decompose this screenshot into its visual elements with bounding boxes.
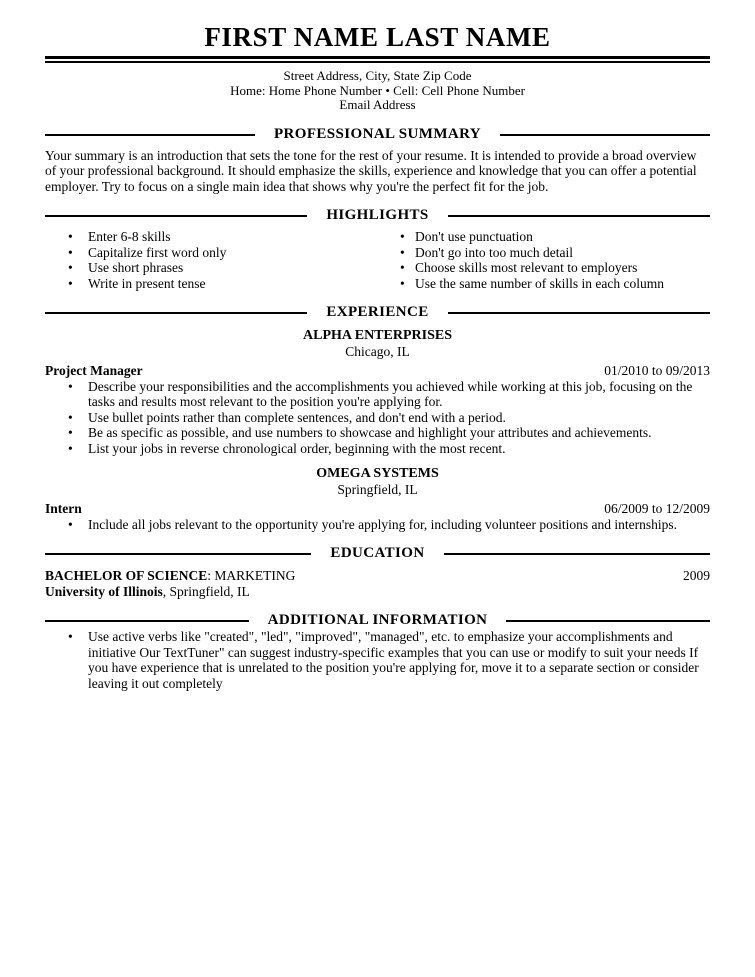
highlight-item: [68, 229, 400, 245]
highlight-text: Use short phrases: [88, 260, 184, 276]
highlight-item: [400, 229, 710, 245]
bullet-icon: •: [68, 409, 73, 425]
job-entry: [45, 328, 710, 456]
highlight-item: [68, 260, 400, 276]
job-location: Chicago, IL: [345, 343, 410, 359]
bullet-icon: •: [400, 260, 405, 276]
heading-rule-right: [506, 620, 710, 622]
section-title-education: EDUCATION: [330, 545, 425, 562]
job-bullet-list: [45, 379, 710, 457]
school-location: , Springfield, IL: [162, 583, 250, 599]
highlight-item: [68, 276, 400, 292]
highlights-right-list: [400, 229, 710, 291]
heading-rule-right: [444, 553, 710, 555]
highlights-left-list: [45, 229, 400, 291]
contact-address: Street Address, City, State Zip Code: [283, 68, 472, 83]
contact-block: [45, 69, 710, 113]
section-heading-experience: [45, 304, 710, 321]
highlight-text: Use the same number of skills in each column: [415, 275, 664, 291]
job-bullet: [68, 441, 710, 457]
job-company: OMEGA SYSTEMS: [316, 466, 439, 482]
highlight-text: Don't go into too much detail: [415, 244, 574, 260]
bullet-icon: •: [400, 244, 405, 260]
section-heading-additional-information: [45, 612, 710, 629]
highlight-item: [400, 245, 710, 261]
job-bullet-text: Use bullet points rather than complete sentences, and don't end with a period.: [88, 409, 506, 425]
education-year: 2009: [683, 568, 710, 584]
highlight-item: [68, 245, 400, 261]
degree-major: : MARKETING: [207, 568, 296, 584]
section-heading-professional-summary: [45, 126, 710, 143]
section-title-experience: EXPERIENCE: [326, 304, 429, 321]
job-bullet-text: List your jobs in reverse chronological order, beginning with the most recent.: [88, 440, 506, 456]
section-title-professional-summary: PROFESSIONAL SUMMARY: [273, 125, 482, 142]
section-title-highlights: HIGHLIGHTS: [326, 207, 429, 224]
heading-rule-left: [45, 620, 249, 622]
heading-rule-left: [45, 312, 307, 314]
job-bullet-text: Describe your responsibilities and the accomplishments you achieved while working at this job, focusing on the tasks and results most relevant to the position you're applying for.: [88, 378, 693, 410]
bullet-icon: •: [68, 440, 73, 456]
highlight-text: Capitalize first word only: [88, 244, 227, 260]
section-title-additional-information: ADDITIONAL INFORMATION: [267, 612, 488, 629]
heading-rule-left: [45, 134, 255, 136]
heading-rule-left: [45, 215, 307, 217]
highlight-item: [400, 276, 710, 292]
job-bullet-list: [45, 517, 710, 533]
job-bullet: [68, 425, 710, 441]
bullet-icon: •: [400, 229, 405, 245]
bullet-icon: •: [68, 244, 73, 260]
job-dates: 06/2009 to 12/2009: [604, 501, 710, 517]
additional-bullet: [68, 629, 710, 691]
job-dates: 01/2010 to 09/2013: [604, 363, 710, 379]
heading-rule-right: [448, 312, 710, 314]
education-degree-row: [45, 568, 710, 584]
section-heading-education: [45, 545, 710, 562]
job-location: Springfield, IL: [337, 481, 418, 497]
summary-paragraph: Your summary is an introduction that sets the tone for the rest of your resume. It is intended to provide a broad overview of your professional background. It should emphasize the skills, experience and knowledge that you can offer a potential employer. Try to focus on a single main idea that shows why you're the perfect fit for the job.: [45, 147, 697, 194]
bullet-icon: •: [68, 275, 73, 291]
heading-rule-left: [45, 553, 311, 555]
highlight-text: Enter 6-8 skills: [88, 229, 171, 245]
highlight-text: Write in present tense: [88, 275, 206, 291]
bullet-icon: •: [68, 425, 73, 441]
bullet-icon: •: [68, 516, 73, 532]
job-title: Intern: [45, 501, 82, 517]
header-divider: [45, 56, 710, 63]
school-name: University of Illinois: [45, 583, 163, 599]
bullet-icon: •: [68, 260, 73, 276]
additional-bullet-text: Use active verbs like "created", "led", "improved", "managed", etc. to emphasize your accomplishments and initiative Our TextTuner" can suggest industry-specific examples that you can use or modify to suit your needs If you have experience that is unrelated to the position you're applying for, move it to a separate section or consider leaving it out completely: [88, 629, 699, 691]
contact-phones: Home: Home Phone Number • Cell: Cell Phone Number: [230, 82, 525, 98]
education-school-row: [45, 584, 710, 600]
job-company: ALPHA ENTERPRISES: [303, 328, 452, 344]
job-entry: [45, 466, 710, 532]
additional-bullet-list: [45, 629, 710, 691]
section-heading-highlights: [45, 207, 710, 224]
name-heading: FIRST NAME LAST NAME: [204, 22, 551, 52]
education-degree: [45, 568, 295, 584]
job-title: Project Manager: [45, 363, 143, 379]
highlights-columns: [45, 229, 710, 291]
heading-rule-right: [448, 215, 710, 217]
job-role-row: [45, 501, 710, 517]
bullet-icon: •: [400, 275, 405, 291]
highlight-text: Don't use punctuation: [415, 229, 533, 245]
highlight-text: Choose skills most relevant to employers: [415, 260, 638, 276]
job-role-row: [45, 363, 710, 379]
bullet-icon: •: [68, 629, 73, 645]
contact-email: Email Address: [339, 97, 416, 113]
job-bullet-text: Be as specific as possible, and use numbers to showcase and highlight your attributes and achievements.: [88, 425, 652, 441]
bullet-icon: •: [68, 378, 73, 394]
job-bullet: [68, 410, 710, 426]
job-bullet-text: Include all jobs relevant to the opportunity you're applying for, including volunteer positions and internships.: [88, 516, 678, 532]
heading-rule-right: [500, 134, 710, 136]
job-bullet: [68, 379, 710, 410]
job-bullet: [68, 517, 710, 533]
degree-name: BACHELOR OF SCIENCE: [45, 568, 208, 584]
highlight-item: [400, 260, 710, 276]
bullet-icon: •: [68, 229, 73, 245]
